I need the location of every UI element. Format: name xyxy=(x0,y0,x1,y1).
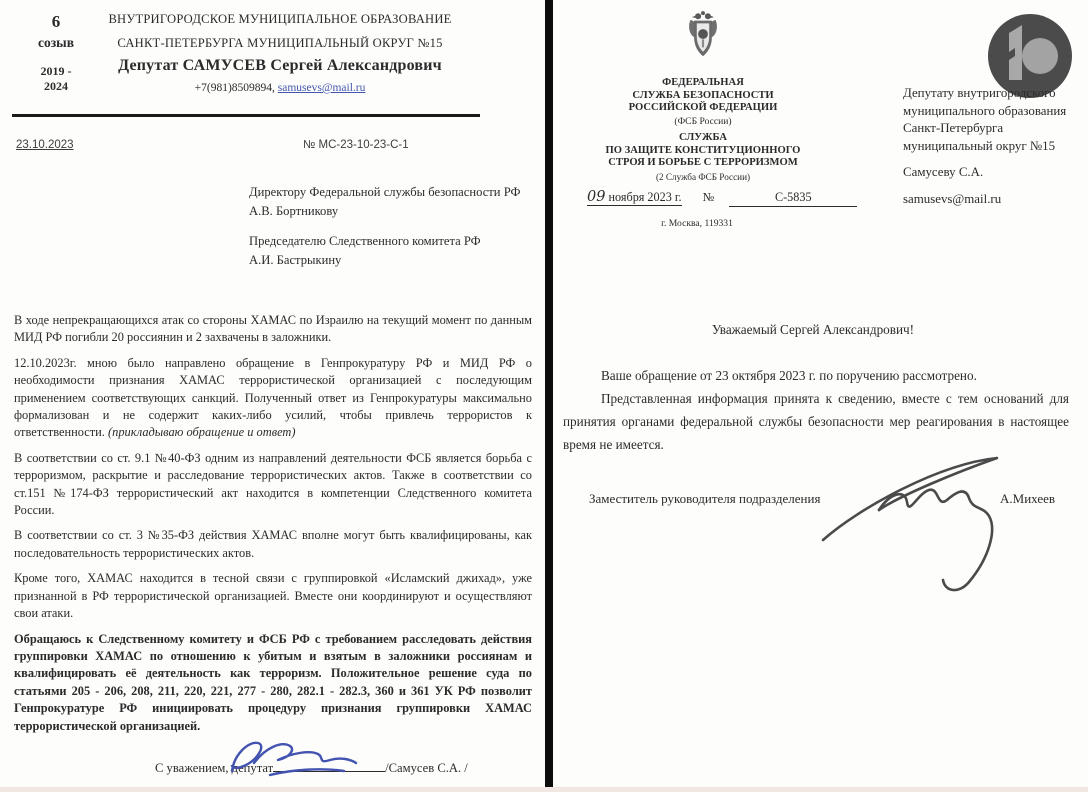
reply-paragraph-reviewed: Ваше обращение от 23 октября 2023 г. по поручению рассмотрено. xyxy=(601,368,977,383)
reply-body xyxy=(563,364,1069,456)
letterhead-rule xyxy=(12,114,480,117)
reply-signer-name: А.Михеев xyxy=(1000,491,1056,506)
addressee-block xyxy=(249,183,520,270)
reply-addressee-line1: Депутату внутригородского xyxy=(903,86,1056,100)
reply-addressee-line4: муниципальный округ №15 xyxy=(903,138,1056,153)
reply-number-sign: № xyxy=(702,190,715,204)
letter-number: № МС-23-10-23-С-1 xyxy=(303,139,409,151)
fsb-org-line1: ФЕДЕРАЛЬНАЯ xyxy=(662,77,744,88)
paragraph-attacks: В ходе непрекращающихся атак со стороны ХАМАС по Израилю на текущий момент по данным МИД РФ погибли 20 россиянин и 2 захвачены в заложники. xyxy=(14,313,532,345)
reply-signer-title: Заместитель руководителя подразделения xyxy=(589,491,821,506)
letterhead xyxy=(92,12,468,94)
fsb-org-abbr: (ФСБ России) xyxy=(674,115,732,127)
paragraph-law-fsb: В соответствии со ст. 9.1 №40-ФЗ одним из направлений деятельности ФСБ является борьба с терроризмом, раскрытие и расследование террористических актов. Также в соответствии со ст.151 №174-ФЗ террористический акт находится в компетенции Следственного комитета России. xyxy=(14,450,532,518)
addressee-fsb xyxy=(249,183,520,221)
paragraph-law-35fz: В соответствии со ст. 3 №35-ФЗ действия ХАМАС вполне могут быть квалифицированы, как последовательность террористических актов. xyxy=(14,528,532,560)
reply-paragraph-no-grounds: Представленная информация принята к сведению, вместе с тем оснований для принятия органами федеральной службы безопасности мер реагирования в настоящее время не имеется. xyxy=(563,391,1069,452)
reply-addressee-name: Самусеву С.А. xyxy=(903,165,984,180)
convocation-number: 6 xyxy=(51,12,61,31)
contact-line xyxy=(92,82,468,94)
reply-city: г. Москва, 119331 xyxy=(661,218,733,229)
fsb-service-abbr: (2 Служба ФСБ России) xyxy=(655,171,751,182)
paragraph-demand: Обращаюсь к Следственному комитету и ФСБ РФ с требованием расследовать действия группировки ХАМАС по отношению к убитым и взятым в заложники россиянам и квалифицировать её деятельность как терроризм. Положительное решение суда по статьями 205 - 206, 208, 211, 220, 221, 277 - 280, 282.1 - 282.3, 360 и 361 УК РФ позволит Генпрокуратуре РФ инициировать процедуру признания группировки ХАМАС террористической организацией. xyxy=(14,631,532,733)
org-name-line1: ВНУТРИГОРОДСКОЕ МУНИЦИПАЛЬНОЕ ОБРАЗОВАНИЕ xyxy=(108,12,452,26)
closing-pre: С уважением, депутат xyxy=(155,761,274,775)
closing-post: /Самусев С.А. / xyxy=(385,761,468,775)
mikheev-signature xyxy=(817,444,1067,594)
addressee-sledkom-title: Председателю Следственного комитета РФ xyxy=(249,234,481,248)
paragraph-appeal xyxy=(14,355,532,442)
reply-date-day-handwritten: 09 xyxy=(587,189,606,205)
fsb-service-block xyxy=(553,132,853,183)
paragraph-appeal-text: 12.10.2023г. мною было направлено обращение в Генпрокуратуру РФ и МИД РФ о необходимости признания ХАМАС террористической организацией с последующим применением соответствующих санкций. Полученный ответ из Генпрокуратуры максимально формализован и не содержит каких-либо усилий, чтобы привлечь террористов к ответственности. xyxy=(14,355,532,440)
org-name-line2: САНКТ-ПЕТЕРБУРГА МУНИЦИПАЛЬНЫЙ ОКРУГ №15 xyxy=(117,36,443,50)
addressee-sledkom-name: А.И. Бастрыкину xyxy=(249,253,342,267)
fsb-emblem-icon xyxy=(553,8,853,65)
fsb-org-line3: РОССИЙСКОЙ ФЕДЕРАЦИИ xyxy=(628,102,778,114)
convocation-block xyxy=(18,12,94,94)
addressee-sledkom xyxy=(249,232,520,270)
reply-addressee-line2: муниципального образования xyxy=(903,103,1067,118)
reply-number-value: С-5835 xyxy=(729,190,857,207)
fsb-service-line1: СЛУЖБА xyxy=(678,132,728,143)
convocation-years-end: 2024 xyxy=(44,79,68,93)
closing-line xyxy=(155,760,468,776)
signature-blank-line xyxy=(273,760,385,772)
convocation-years-start: 2019 - xyxy=(40,64,72,78)
email-link[interactable]: samusevs@mail.ru xyxy=(277,82,366,94)
reply-date xyxy=(587,190,682,206)
reply-date-rest: ноября 2023 г. xyxy=(605,190,682,204)
convocation-word: созыв xyxy=(38,35,74,50)
page-divider xyxy=(545,0,553,792)
photo-bottom-edge xyxy=(0,787,1088,792)
phone-number: +7(981)8509894, xyxy=(194,82,275,94)
paragraph-jihad: Кроме того, ХАМАС находится в тесной связи с группировкой «Исламский джихад», уже признанной в РФ террористической организацией. Вместе они координируют и осуществляют свои атаки. xyxy=(14,571,532,621)
fsb-service-line2: ПО ЗАЩИТЕ КОНСТИТУЦИОННОГО xyxy=(605,144,801,156)
reply-addressee-email: samusevs@mail.ru xyxy=(903,191,1002,206)
fsb-reply-page xyxy=(553,0,1088,792)
fsb-org-block xyxy=(553,77,853,128)
reply-addressee-line3: Санкт-Петербурга xyxy=(903,121,1004,136)
reply-addressee-block xyxy=(903,85,1066,209)
paragraph-appeal-note: (прикладываю обращение и ответ) xyxy=(108,425,296,440)
addressee-fsb-name: А.В. Бортникову xyxy=(249,204,339,218)
fsb-service-line3: СТРОЯ И БОРЬБЕ С ТЕРРОРИЗМОМ xyxy=(608,157,798,169)
addressee-fsb-title: Директору Федеральной службы безопасности РФ xyxy=(249,185,521,199)
letter-body xyxy=(14,312,532,743)
fsb-org-line2: СЛУЖБА БЕЗОПАСНОСТИ xyxy=(632,89,774,101)
reply-salutation: Уважаемый Сергей Александрович! xyxy=(711,322,915,337)
deputy-name: Депутат САМУСЕВ Сергей Александрович xyxy=(118,57,442,74)
reply-dateline xyxy=(587,189,857,207)
letter-date: 23.10.2023 xyxy=(16,139,74,151)
